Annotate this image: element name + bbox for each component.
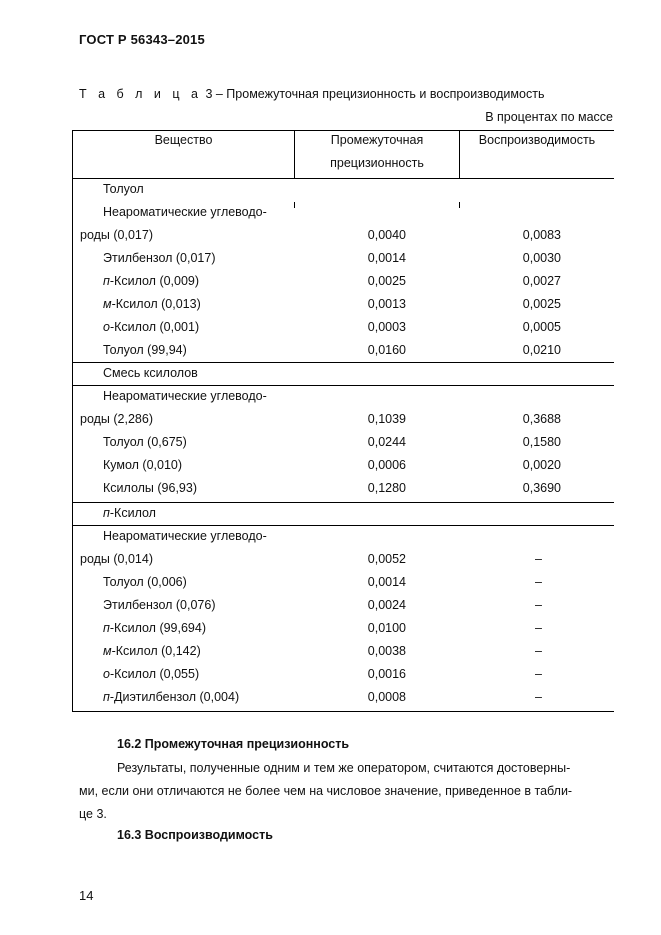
page-number: 14 (79, 888, 94, 903)
substance-name: Толуол (99,94) (103, 343, 187, 357)
intermediate-value: 0,0014 (367, 575, 406, 589)
table-row (72, 525, 614, 548)
paragraph-line: Результаты, полученные одним и тем же оператором, считаются достоверны- (117, 761, 571, 775)
table-top-border (72, 130, 614, 131)
intermediate-value: 0,1280 (367, 481, 406, 495)
substance-name-text: -Ксилол (0,013) (111, 297, 201, 311)
group-title-row (72, 178, 614, 201)
group-title: Толуол (103, 182, 144, 196)
table-row (72, 640, 614, 663)
intermediate-value: 0,0160 (367, 343, 406, 357)
table-row (72, 548, 614, 571)
intermediate-value: 0,0014 (367, 251, 406, 265)
intermediate-value: 0,0040 (367, 228, 406, 242)
substance-name: Этилбензол (0,076) (103, 598, 216, 612)
substance-name: Толуол (0,006) (103, 575, 187, 589)
section-heading: 16.3 Воспроизводимость (117, 828, 273, 842)
reproducibility-value: – (535, 621, 542, 635)
reproducibility-value: – (535, 667, 542, 681)
substance-name: Ксилолы (96,93) (103, 481, 197, 495)
reproducibility-value: – (535, 644, 542, 658)
column-header-reproducibility: Воспроизводимость (478, 133, 596, 147)
substance-name-text: -Диэтилбензол (0,004) (109, 690, 240, 704)
substance-name: Неароматические углеводо- (103, 529, 267, 543)
substance-name: роды (2,286) (80, 412, 153, 426)
reproducibility-value: 0,3688 (522, 412, 561, 426)
reproducibility-value: 0,0083 (522, 228, 561, 242)
substance-name (103, 690, 239, 704)
table-caption (79, 87, 544, 101)
reproducibility-value: 0,0020 (522, 458, 561, 472)
isomer-prefix: м (103, 297, 112, 311)
substance-name: Неароматические углеводо- (103, 205, 267, 219)
reproducibility-value: – (535, 690, 542, 704)
intermediate-value: 0,0016 (367, 667, 406, 681)
substance-name (103, 274, 199, 288)
table-row (72, 571, 614, 594)
group-title (103, 506, 156, 520)
reproducibility-value: 0,1580 (522, 435, 561, 449)
isomer-prefix: п (103, 621, 110, 635)
unit-note: В процентах по массе (485, 110, 613, 124)
table-row (72, 477, 614, 500)
intermediate-value: 0,0244 (367, 435, 406, 449)
intermediate-value: 0,0013 (367, 297, 406, 311)
substance-name: Толуол (0,675) (103, 435, 187, 449)
reproducibility-value: 0,0027 (522, 274, 561, 288)
reproducibility-value: 0,0210 (522, 343, 561, 357)
intermediate-value: 0,1039 (367, 412, 406, 426)
reproducibility-value: 0,0025 (522, 297, 561, 311)
intermediate-value: 0,0006 (367, 458, 406, 472)
intermediate-value: 0,0100 (367, 621, 406, 635)
table-row (72, 594, 614, 617)
substance-name (103, 320, 199, 334)
substance-name-text: -Ксилол (0,142) (111, 644, 201, 658)
isomer-prefix: о (103, 320, 110, 334)
table-row (72, 339, 614, 362)
isomer-prefix: о (103, 667, 110, 681)
substance-name-text: -Ксилол (0,055) (109, 667, 200, 681)
isomer-prefix: п (103, 690, 110, 704)
group-title-row (72, 502, 614, 525)
table-row (72, 316, 614, 339)
intermediate-value: 0,0025 (367, 274, 406, 288)
substance-name (103, 667, 199, 681)
substance-name-text: -Ксилол (99,694) (109, 621, 207, 635)
reproducibility-value: 0,3690 (522, 481, 561, 495)
table-row (72, 431, 614, 454)
paragraph-line: це 3. (79, 807, 107, 821)
table-row (72, 663, 614, 686)
reproducibility-value: 0,0005 (522, 320, 561, 334)
intermediate-value: 0,0038 (367, 644, 406, 658)
group-title-text: -Ксилол (109, 506, 156, 520)
substance-name (103, 297, 201, 311)
substance-name: роды (0,017) (80, 228, 153, 242)
isomer-prefix: п (103, 274, 110, 288)
document-code: ГОСТ Р 56343–2015 (79, 32, 205, 47)
group-title-row (72, 362, 614, 385)
substance-name: Неароматические углеводо- (103, 389, 267, 403)
substance-name (103, 644, 201, 658)
table-caption-title: 3 – Промежуточная прецизионность и воспроизводимость (201, 87, 545, 101)
table-row (72, 201, 614, 224)
reproducibility-value: – (535, 552, 542, 566)
isomer-prefix: п (103, 506, 110, 520)
isomer-prefix: м (103, 644, 112, 658)
substance-name: Кумол (0,010) (103, 458, 183, 472)
table-row (72, 454, 614, 477)
table-row (72, 385, 614, 408)
reproducibility-value: – (535, 598, 542, 612)
table-bottom-border (72, 711, 614, 712)
intermediate-value: 0,0008 (367, 690, 406, 704)
table-caption-label: Т а б л и ц а (79, 87, 202, 101)
table-row (72, 617, 614, 640)
substance-name: роды (0,014) (80, 552, 153, 566)
table-row (72, 686, 614, 709)
substance-name-text: -Ксилол (0,001) (109, 320, 200, 334)
table-row (72, 247, 614, 270)
reproducibility-value: 0,0030 (522, 251, 561, 265)
substance-name-text: -Ксилол (0,009) (109, 274, 200, 288)
substance-name (103, 621, 206, 635)
table-row (72, 293, 614, 316)
group-title: Смесь ксилолов (103, 366, 198, 380)
column-header-intermediate-1: Промежуточная (330, 133, 424, 147)
paragraph-line: ми, если они отличаются не более чем на числовое значение, приведенное в табли- (79, 784, 573, 798)
intermediate-value: 0,0024 (367, 598, 406, 612)
intermediate-value: 0,0052 (367, 552, 406, 566)
table-row (72, 408, 614, 431)
table-row (72, 224, 614, 247)
substance-name: Этилбензол (0,017) (103, 251, 216, 265)
column-header-intermediate-2: прецизионность (330, 156, 424, 170)
table-row (72, 270, 614, 293)
intermediate-value: 0,0003 (367, 320, 406, 334)
column-header-substance: Вещество (154, 133, 213, 147)
reproducibility-value: – (535, 575, 542, 589)
section-heading: 16.2 Промежуточная прецизионность (117, 737, 350, 751)
